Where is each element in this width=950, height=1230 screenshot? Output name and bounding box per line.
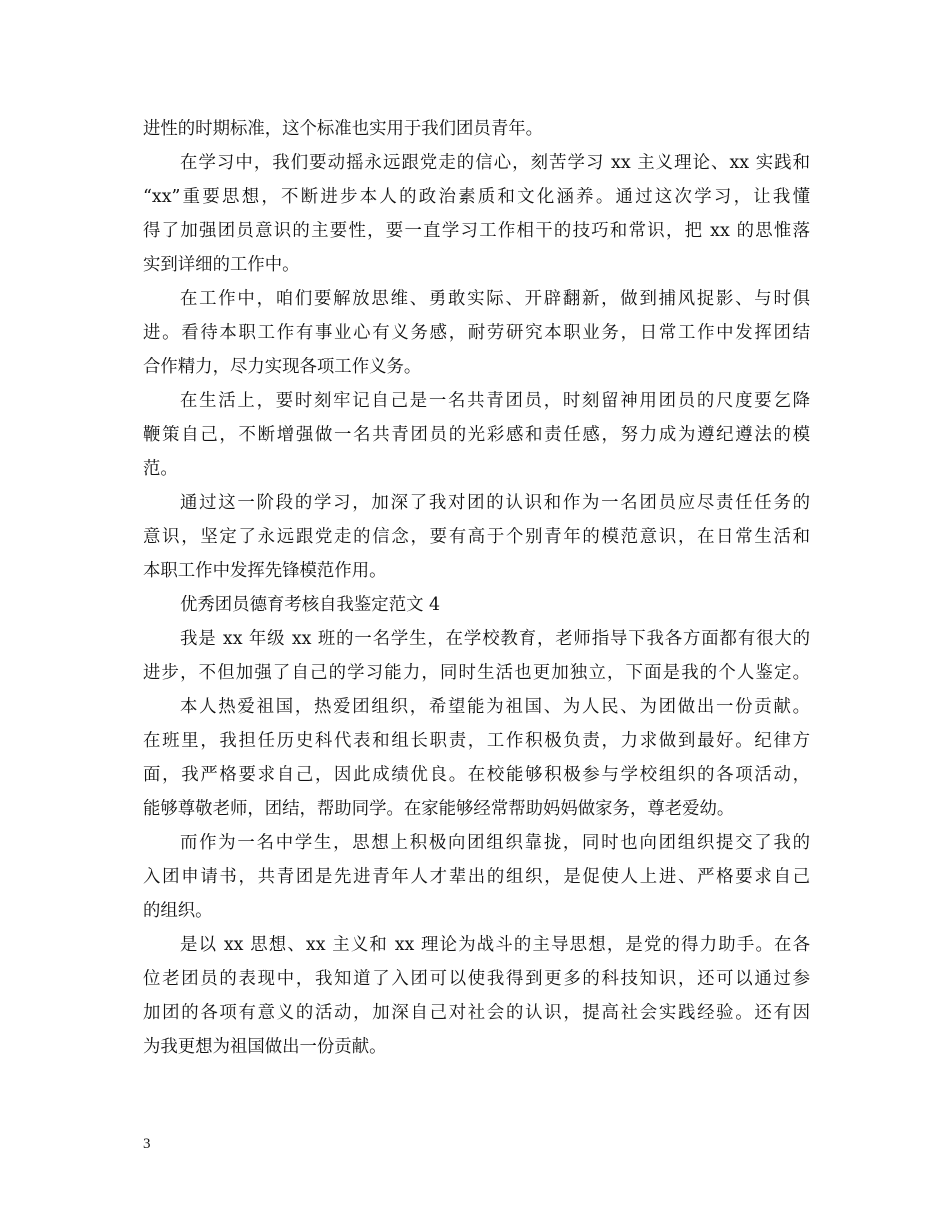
body-text-line: 本人热爱祖国，热爱团组织，希望能为祖国、为人民、为团做出一份贡献。: [180, 697, 810, 717]
body-text-line: 合作精力，尽力实现各项工作义务。: [143, 357, 422, 377]
body-text-line: 我是 xx 年级 xx 班的一名学生，在学校教育，老师指导下我各方面都有很大的: [180, 629, 810, 649]
page-number: 3: [143, 1136, 151, 1152]
body-text-line: 进性的时期标准，这个标准也实用于我们团员青年。: [143, 119, 543, 139]
body-text-line: 意识，坚定了永远跟党走的信念，要有高于个别青年的模范意识，在日常生活和: [143, 527, 810, 547]
body-text-line: 是以 xx 思想、xx 主义和 xx 理论为战斗的主导思想，是党的得力助手。在各: [180, 935, 810, 955]
body-text-line: 在生活上，要时刻牢记自己是一名共青团员，时刻留神用团员的尺度要乞降: [180, 391, 810, 411]
body-text-line: 范。: [143, 459, 178, 479]
section-heading: 优秀团员德育考核自我鉴定范文 4: [180, 595, 441, 615]
body-text-line: 在班里，我担任历史科代表和组长职责，工作积极负责，力求做到最好。纪律方: [143, 731, 810, 751]
body-text-line: 为我更想为祖国做出一份贡献。: [143, 1037, 387, 1057]
body-text-line: 通过这一阶段的学习，加深了我对团的认识和作为一名团员应尽责任任务的: [180, 493, 810, 513]
body-text-line: 鞭策自己，不断增强做一名共青团员的光彩感和责任感，努力成为遵纪遵法的模: [143, 425, 810, 445]
body-text-line: 本职工作中发挥先锋模范作用。: [143, 561, 387, 581]
body-text-line: 而作为一名中学生，思想上积极向团组织靠拢，同时也向团组织提交了我的: [180, 833, 810, 853]
body-text-line: 进步，不但加强了自己的学习能力，同时生活也更加独立，下面是我的个人鉴定。: [143, 663, 810, 683]
body-text-line: 位老团员的表现中，我知道了入团可以使我得到更多的科技知识，还可以通过参: [143, 969, 810, 989]
body-text-line: 面，我严格要求自己，因此成绩优良。在校能够积极参与学校组织的各项活动，: [143, 765, 810, 785]
body-text-line: 在工作中，咱们要解放思维、勇敢实际、开辟翻新，做到捕风捉影、与时俱: [180, 289, 810, 309]
body-text-line: 在学习中，我们要动摇永远跟党走的信心，刻苦学习 xx 主义理论、xx 实践和: [180, 153, 810, 173]
body-text-line: 的组织。: [143, 901, 213, 921]
body-text-line: 进。看待本职工作有事业心有义务感，耐劳研究本职业务，日常工作中发挥团结: [143, 323, 810, 343]
body-text-line: “xx”重要思想，不断进步本人的政治素质和文化涵养。通过这次学习，让我懂: [143, 187, 810, 207]
body-text-line: 实到详细的工作中。: [143, 255, 300, 275]
body-text-line: 得了加强团员意识的主要性，要一直学习工作相干的技巧和常识，把 xx 的思惟落: [143, 221, 810, 241]
body-text-line: 能够尊敬老师，团结，帮助同学。在家能够经常帮助妈妈做家务，尊老爱幼。: [143, 799, 735, 819]
body-text-line: 入团申请书，共青团是先进青年人才辈出的组织，是促使人上进、严格要求自己: [143, 867, 810, 887]
body-text-line: 加团的各项有意义的活动，加深自己对社会的认识，提高社会实践经验。还有因: [143, 1003, 810, 1023]
